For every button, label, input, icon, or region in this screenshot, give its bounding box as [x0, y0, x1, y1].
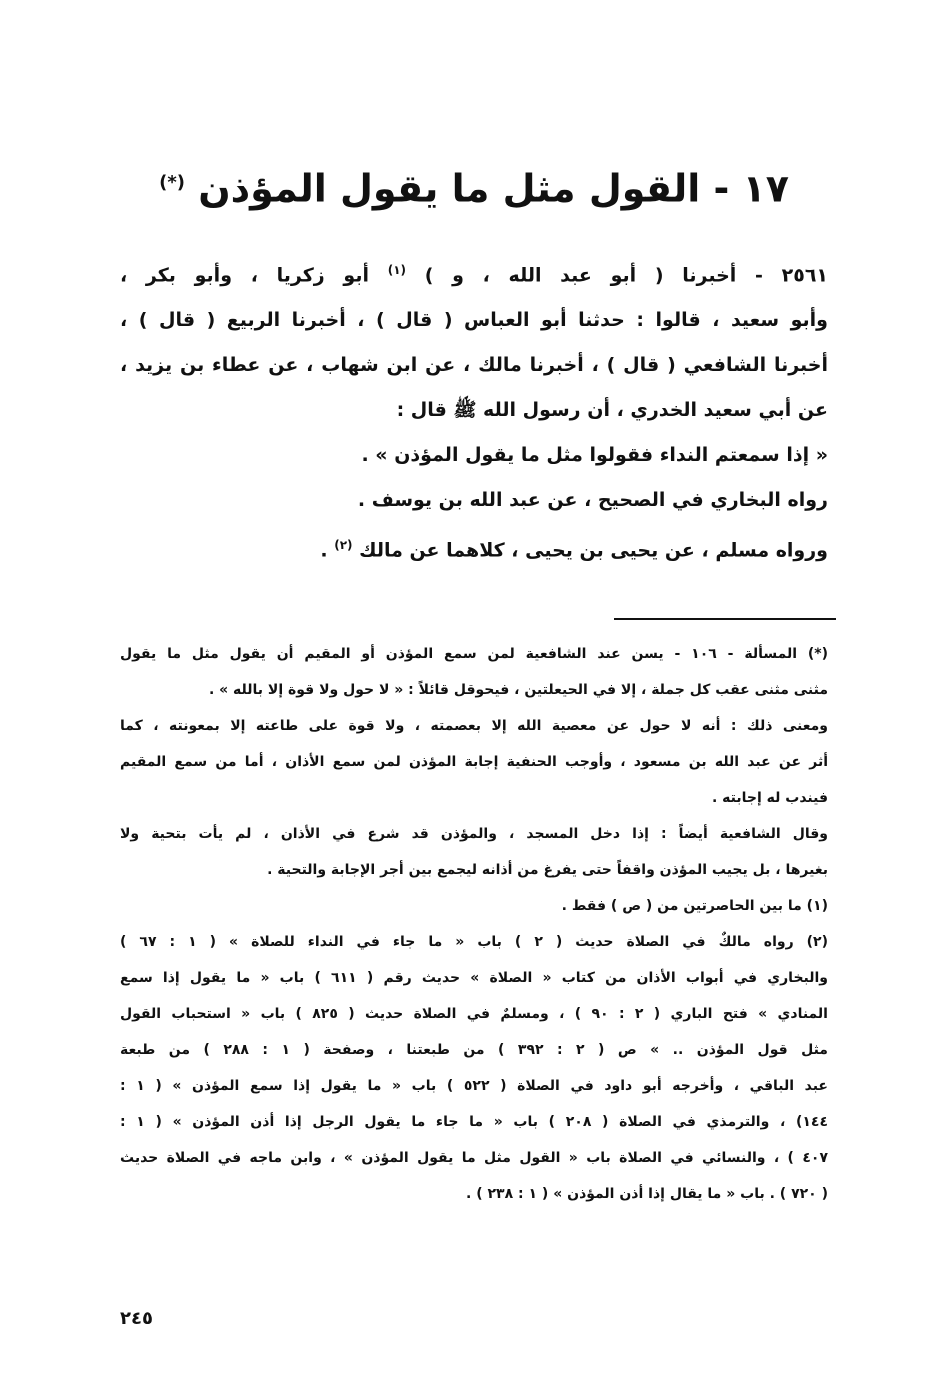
footnote-line: عبد الباقي ، وأخرجه أبو داود في الصلاة ( ٥٢٢ ) باب « ما يقول إذا سمع المؤذن » ( ١ : — [120, 1078, 828, 1094]
footnote-line: ومعنى ذلك : أنه لا حول عن معصية الله إلا بعصمته ، ولا قوة على طاعته إلا بمعونته ، كما — [120, 718, 828, 734]
footnote-line: أثر عن عبد الله بن مسعود ، وأوجب الحنفية إجابة المؤذن لمن سمع الأذان ، أما من سمع المقيم — [120, 754, 828, 770]
footnote-line: ( ٧٢٠ ) . باب « ما يقال إذا أذن المؤذن » ( ١ : ٢٣٨ ) . — [466, 1186, 828, 1202]
chapter-title — [120, 153, 828, 219]
hadith-line: عن أبي سعيد الخدري ، أن رسول الله ﷺ قال : — [396, 399, 828, 422]
chapter-title-text: ١٧ - القول مثل ما يقول المؤذن — [198, 167, 789, 212]
footnote-line: (١) ما بين الحاصرتين من ( ص ) فقط . — [561, 898, 828, 914]
footnote-line: المنادي » فتح الباري ( ٢ : ٩٠ ) ، ومسلمٌ في الصلاة حديث ( ٨٢٥ ) باب « استحباب القول — [120, 1006, 828, 1022]
chapter-footnote-mark: (*) — [159, 172, 185, 194]
hadith-line: وأبو سعيد ، قالوا : حدثنا أبو العباس ( قال ) ، أخبرنا الربيع ( قال ) ، — [120, 309, 828, 332]
hadith-source-line: ورواه مسلم ، عن يحيى بن يحيى ، كلاهما عن مالك $^{(٢)}$ . — [320, 538, 828, 562]
footnotes — [120, 636, 828, 1212]
footnote-line: ١٤٤) ، والترمذي في الصلاة ( ٢٠٨ ) باب « ما جاء ما يقول الرجل إذا أذن المؤذن » ( ١ : — [120, 1114, 829, 1130]
hadith-text — [120, 248, 828, 574]
footnote-line: مثنى مثنى عقب كل جملة ، إلا في الحيعلتين ، فيحوقل قائلاً : « لا حول ولا قوة إلا بالله » . — [208, 682, 828, 698]
hadith-source-line: رواه البخاري في الصحيح ، عن عبد الله بن يوسف . — [357, 489, 828, 512]
hadith-line: أخبرنا الشافعي ( قال ) ، أخبرنا مالك ، عن ابن شهاب ، عن عطاء بن يزيد ، — [120, 354, 828, 377]
page-number: ٢٤٥ — [120, 1308, 153, 1329]
footnote-line: فيندب له إجابته . — [711, 790, 828, 806]
footnote-ref-2: (٢) — [334, 538, 353, 553]
footnote-line: بغيرها ، بل يجيب المؤذن واقفاً حتى يفرغ من أذانه ليجمع بين أجر الإجابة والتحية . — [267, 862, 828, 878]
hadith-quote: « إذا سمعتم النداء فقولوا مثل ما يقول المؤذن » . — [361, 444, 828, 467]
footnote-line: (*) المسألة - ١٠٦ - يسن عند الشافعية لمن سمع المؤذن أو المقيم أن يقول مثل ما يقول — [120, 646, 828, 662]
footnote-line: وقال الشافعية أيضاً : إذا دخل المسجد ، والمؤذن قد شرع في الأذان ، لم يأت بتحية ولا — [120, 826, 828, 842]
footnote-ref-1: (١) — [387, 263, 406, 277]
footnote-separator — [614, 618, 836, 620]
hadith-line: ٢٥٦١ - أخبرنا ( أبو عبد الله ، و ) $^{(١)}$ أبو زكريا ، وأبو بكر ، — [120, 263, 829, 287]
footnote-line: (٢) رواه مالكٌ في الصلاة حديث ( ٢ ) باب « ما جاء في النداء للصلاة » ( ١ : ٦٧ ) — [120, 934, 828, 950]
footnote-line: ٤٠٧ ) ، والنسائي في الصلاة باب « القول مثل ما يقول المؤذن » ، وابن ماجه في الصلاة حديث — [120, 1150, 828, 1166]
footnote-line: مثل قول المؤذن .. » ص ( ٢ : ٣٩٢ ) من طبعتنا ، وصفحة ( ١ : ٢٨٨ ) من طبعة — [120, 1042, 828, 1058]
footnote-line: والبخاري في أبواب الأذان من كتاب « الصلاة » حديث رقم ( ٦١١ ) باب « ما يقول إذا سمع — [120, 970, 829, 986]
